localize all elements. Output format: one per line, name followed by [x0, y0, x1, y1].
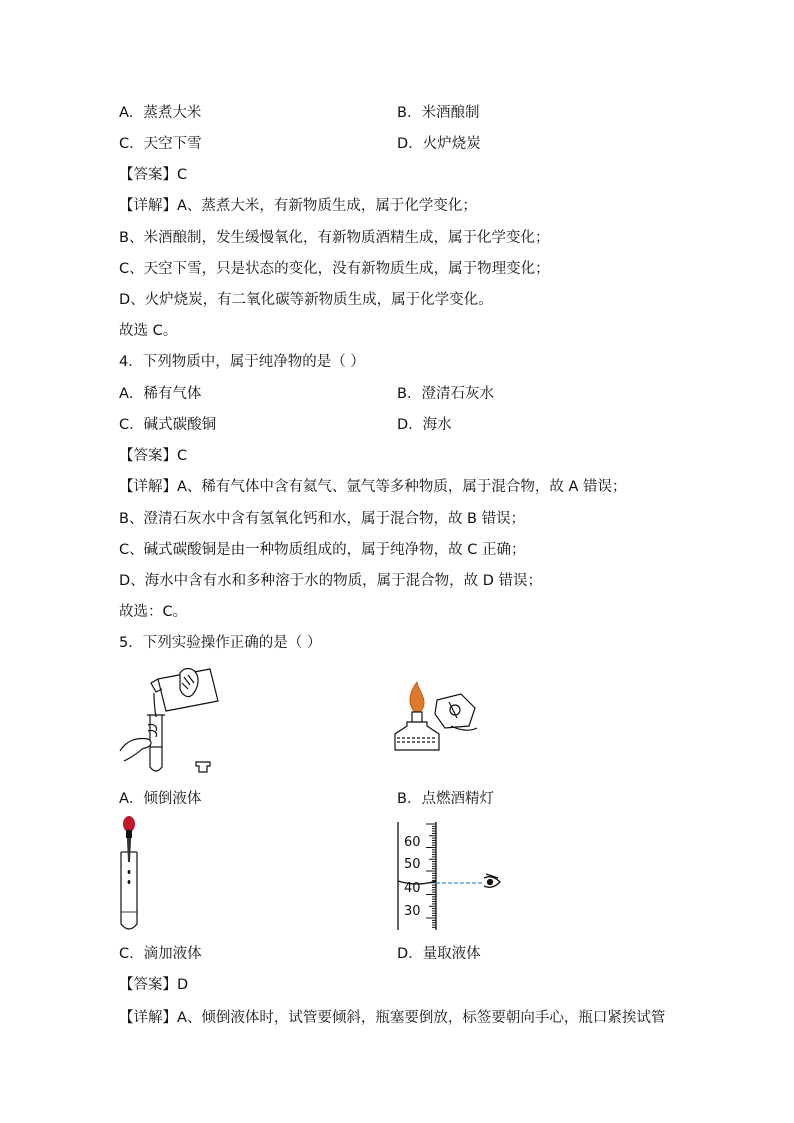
- q4-option-d: D．海水: [397, 417, 452, 433]
- dropper-illustration: [116, 814, 146, 934]
- flame-icon: [410, 682, 424, 712]
- alcohol-lamp-illustration: [393, 678, 479, 760]
- q3-option-b: B．米酒酿制: [397, 105, 480, 121]
- q5-option-b: B．点燃酒精灯: [397, 791, 494, 807]
- graduated-cylinder-figure: [396, 822, 506, 934]
- q4-option-b: B．澄清石灰水: [397, 386, 494, 402]
- cylinder-label-30: 30: [404, 904, 421, 919]
- cylinder-label-60: 60: [404, 835, 421, 850]
- q3-explanation-line: C、天空下雪，只是状态的变化，没有新物质生成，属于物理变化；: [119, 261, 550, 277]
- q3-explanation-line: 【详解】A、蒸煮大米，有新物质生成，属于化学变化；: [119, 198, 477, 214]
- q4-option-a: A．稀有气体: [119, 386, 202, 402]
- q3-explanation-line: B、米酒酿制，发生缓慢氧化，有新物质酒精生成，属于化学变化；: [119, 230, 550, 246]
- pouring-liquid-figure: [118, 665, 248, 777]
- q3-option-c: C．天空下雪: [119, 136, 202, 152]
- cylinder-label-50: 50: [404, 857, 421, 872]
- q5-answer: 【答案】D: [119, 977, 189, 993]
- q3-option-d: D．火炉烧炭: [397, 136, 481, 152]
- q3-explanation-line: D、火炉烧炭，有二氧化碳等新物质生成，属于化学变化。: [119, 292, 493, 308]
- q5-option-a: A．倾倒液体: [119, 791, 202, 807]
- eye-icon: [484, 874, 500, 887]
- q4-explanation-line: C、碱式碳酸铜是由一种物质组成的，属于纯净物，故 C 正确；: [119, 542, 526, 558]
- q5-question: 5．下列实验操作正确的是（ ）: [119, 635, 322, 651]
- q5-explanation-line: 【详解】A、倾倒液体时，试管要倾斜，瓶塞要倒放，标签要朝向手心，瓶口紧挨试管: [119, 1010, 666, 1026]
- dropper-bulb-icon: [123, 816, 135, 832]
- q3-answer: 【答案】C: [119, 167, 188, 183]
- q4-answer: 【答案】C: [119, 448, 188, 464]
- q4-explanation-line: D、海水中含有水和多种溶于水的物质，属于混合物，故 D 错误；: [119, 573, 543, 589]
- q4-question: 4．下列物质中，属于纯净物的是（ ）: [119, 354, 365, 370]
- q5-option-c: C．滴加液体: [119, 946, 202, 962]
- q4-explanation-line: 【详解】A、稀有气体中含有氦气、氩气等多种物质，属于混合物，故 A 错误；: [119, 479, 627, 495]
- q5-option-d: D．量取液体: [397, 946, 481, 962]
- alcohol-lamp-figure: [393, 678, 479, 760]
- q4-option-c: C．碱式碳酸铜: [119, 417, 217, 433]
- q3-conclusion: 故选 C。: [119, 323, 178, 339]
- dropper-figure: [116, 814, 146, 934]
- q4-explanation-line: B、澄清石灰水中含有氢氧化钙和水，属于混合物，故 B 错误；: [119, 511, 526, 527]
- q4-conclusion: 故选：C。: [119, 604, 188, 620]
- cylinder-label-40: 40: [404, 881, 421, 896]
- pouring-liquid-illustration: [118, 665, 248, 777]
- q3-option-a: A．蒸煮大米: [119, 105, 202, 121]
